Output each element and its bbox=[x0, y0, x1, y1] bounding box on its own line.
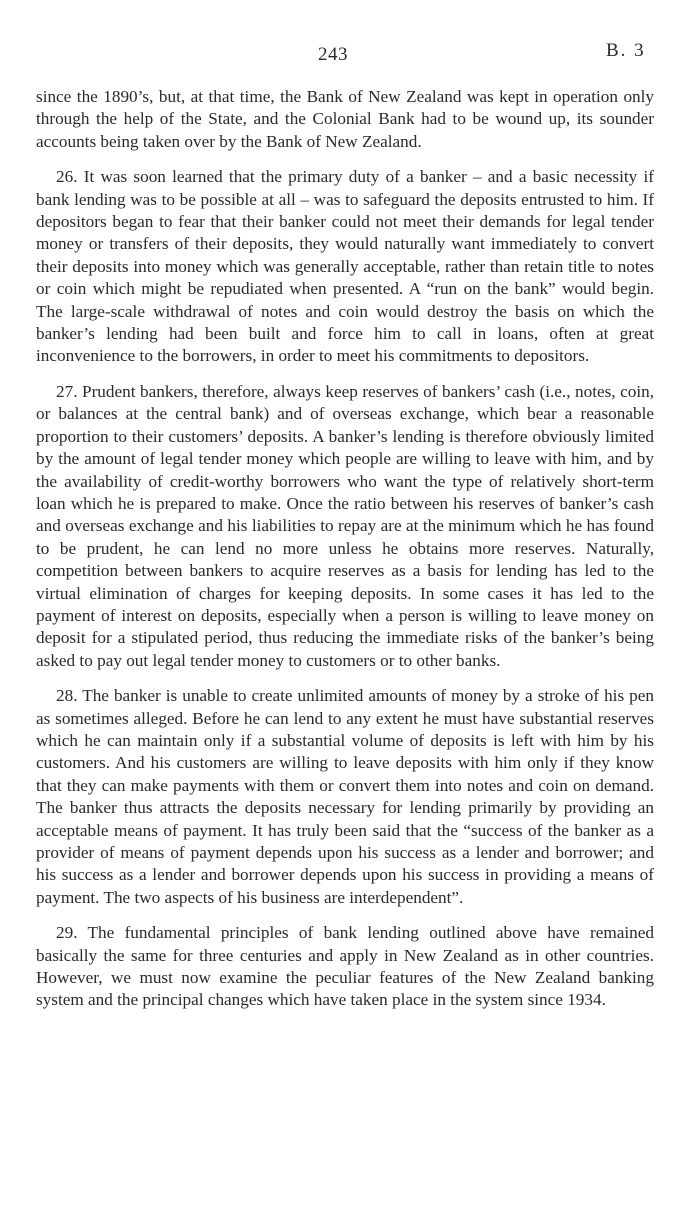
paragraph-number: 29. bbox=[56, 923, 78, 943]
body-text bbox=[36, 86, 654, 1025]
paragraph-number: 27. bbox=[56, 381, 78, 401]
paragraph-26 bbox=[36, 166, 654, 368]
paragraph-27 bbox=[36, 381, 654, 672]
paragraph-number: 26. bbox=[56, 167, 78, 187]
paragraph-text: Prudent bankers, therefore, always keep reserves of bankers’ cash (i.e., notes, coin, or balances at the central bank) and of overseas exchange, which bear a reasonable proportion to their customers’ deposits. A banker’s lending is therefore obviously limited by the amount of legal tender money which people are willing to leave with him, and by the availability of credit-worthy borrowers who want the type of relatively short-term loan which he is prepared to make. Once the ratio between his reserves of banker’s cash and overseas exchange and his liabilities to repay are at the minimum which he has found to be prudent, he can lend no more unless he obtains more reserves. Naturally, competition between bankers to acquire reserves as a basis for lending has led to the virtual elimination of charges for keeping deposits. In some cases it has led to the payment of interest on deposits, especially when a person is willing to leave money on deposit for a stipulated period, thus reducing the immediate risks of the banker’s being asked to pay out legal tender money to customers or to other banks. bbox=[36, 381, 655, 670]
report-code: B. 3 bbox=[606, 40, 646, 61]
paragraph-continuation bbox=[36, 86, 654, 153]
paragraph-29 bbox=[36, 922, 654, 1012]
paragraph-text: It was soon learned that the primary duty of a banker – and a basic necessity if bank lending was to be possible at all – was to safeguard the deposits entrusted to him. If depositors began to fear that their banker could not meet their demands for legal tender money or transfers of their deposits, they would naturally want immediately to convert their deposits into money which was generally acceptable, rather than retain title to notes or coin which might be repudiated when presented. A “run on the bank” would begin. The large-scale withdrawal of notes and coin would destroy the basis on which the banker’s lending had been built and force him to call in loans, often at great inconvenience to the borrowers, in order to meet his commitments to depositors. bbox=[36, 167, 654, 366]
paragraph-28 bbox=[36, 685, 654, 909]
paragraph-text: since the 1890’s, but, at that time, the Bank of New Zealand was kept in operation only through the help of the State, and the Colonial Bank had to be wound up, its sounder accounts being taken over by the Bank of New Zealand. bbox=[36, 87, 654, 151]
paragraph-text: The banker is unable to create unlimited amounts of money by a stroke of his pen as sometimes alleged. Before he can lend to any extent he must have substantial reserves which he can maintain only if a substantial volume of deposits is left with him by his customers. And his customers are willing to leave deposits with him only if they know that they can make payments with them or convert them into notes and coin on demand. The banker thus attracts the deposits necessary for lending primarily by providing an acceptable means of payment. It has truly been said that the “success of the banker as a provider of means of payment depends upon his success as a lender and borrower; and his success as a lender and borrower depends upon his success in providing a means of payment. The two aspects of his business are interdependent”. bbox=[36, 686, 654, 907]
page-number: 243 bbox=[318, 44, 348, 65]
paragraph-number: 28. bbox=[56, 686, 78, 706]
paragraph-text: The fundamental principles of bank lending outlined above have remained basically the same for three centuries and apply in New Zealand as in other countries. However, we must now examine the peculiar features of the New Zealand banking system and the principal changes which have taken place in the system since 1934. bbox=[36, 923, 654, 1010]
